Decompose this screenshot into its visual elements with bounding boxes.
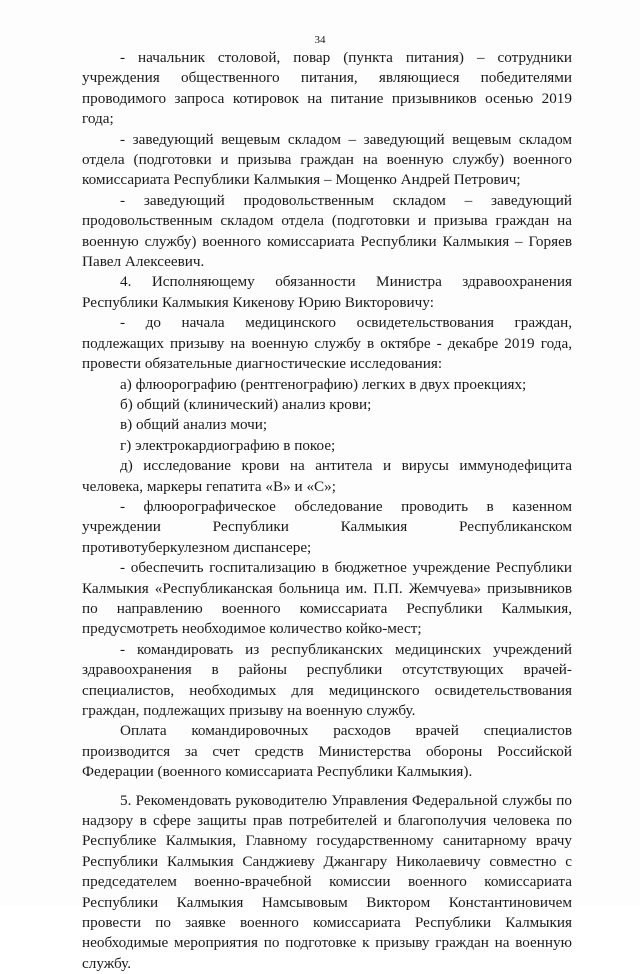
paragraph-clothing-warehouse: - заведующий вещевым складом – заведующий вещевым складом отдела (подготовки и призыва граждан на военную службу) военного комиссариата Республики Калмыкия – Мощенко Андрей Петрович;: [82, 130, 572, 189]
paragraph-item-4: 4. Исполняющему обязанности Министра здравоохранения Республики Калмыкия Кикенову Юрию Викторовичу:: [82, 273, 572, 311]
paragraph-before-exam: - до начала медицинского освидетельствования граждан, подлежащих призыву на военную службу в октябре - декабре 2019 года, провести обязательные диагностические исследования:: [82, 314, 572, 373]
paragraph-dispatch-specialists: - командировать из республиканских медицинских учреждений здравоохранения в районы республики отсутствующих врачей-специалистов, необходимых для медицинского освидетельствования граждан, подлежащих призыву на военную службу.: [82, 640, 572, 719]
list-item-d: д) исследование крови на антитела и вирусы иммунодефицита человека, маркеры гепатита «В» и «С»;: [82, 457, 572, 495]
list-item-v: в) общий анализ мочи;: [120, 416, 268, 434]
list-item-a: а) флюорографию (рентгенографию) легких в двух проекциях;: [120, 375, 527, 393]
paragraph-food-warehouse: - заведующий продовольственным складом – заведующий продовольственным складом отдела (подготовки и призыва граждан на военную службу) военного комиссариата Республики Калмыкия – Горяев Павел Алексеевич.: [82, 191, 572, 271]
page-number: 34: [314, 34, 326, 46]
paragraph-payment: Оплата командировочных расходов врачей специалистов производится за счет средств Министерства обороны Российской Федерации (военного комиссариата Республики Калмыкия).: [82, 722, 572, 781]
paragraph-hospitalization: - обеспечить госпитализацию в бюджетное учреждение Республики Калмыкия «Республиканская больница им. П.П. Жемчуева» призывников по направлению военного комиссариата Республики Калмыкия, предусмотреть необходимое количество койко-мест;: [82, 559, 572, 638]
paragraph-canteen-head: - начальник столовой, повар (пункта питания) – сотрудники учреждения общественного питания, являющиеся победителями проводимого запроса котировок на питание призывников осенью 2019 года;: [82, 49, 572, 128]
paragraph-item-5: 5. Рекомендовать руководителю Управления Федеральной службы по надзору в сфере защиты прав потребителей и благополучия человека по Республике Калмыкия, Главному государственному санитарному врачу Республики Калмыкия Санджиеву Джангару Николаевичу совместно с председателем военно-врачебной комиссии военного комиссариата Республики Калмыкия Намсывовым Виктором Константиновичем провести по заявке военного комиссариата Республики Калмыкия необходимые мероприятия по подготовке к призыву граждан на военную службу.: [82, 791, 572, 972]
document-body: [82, 48, 572, 974]
list-item-b: б) общий (клинический) анализ крови;: [120, 395, 372, 413]
list-item-g: г) электрокардиографию в покое;: [120, 436, 336, 454]
paragraph-fluorography: - флюорографическое обследование проводить в казенном учреждении Республики Калмыкия Республиканском противотуберкулезном диспансере;: [82, 497, 572, 556]
